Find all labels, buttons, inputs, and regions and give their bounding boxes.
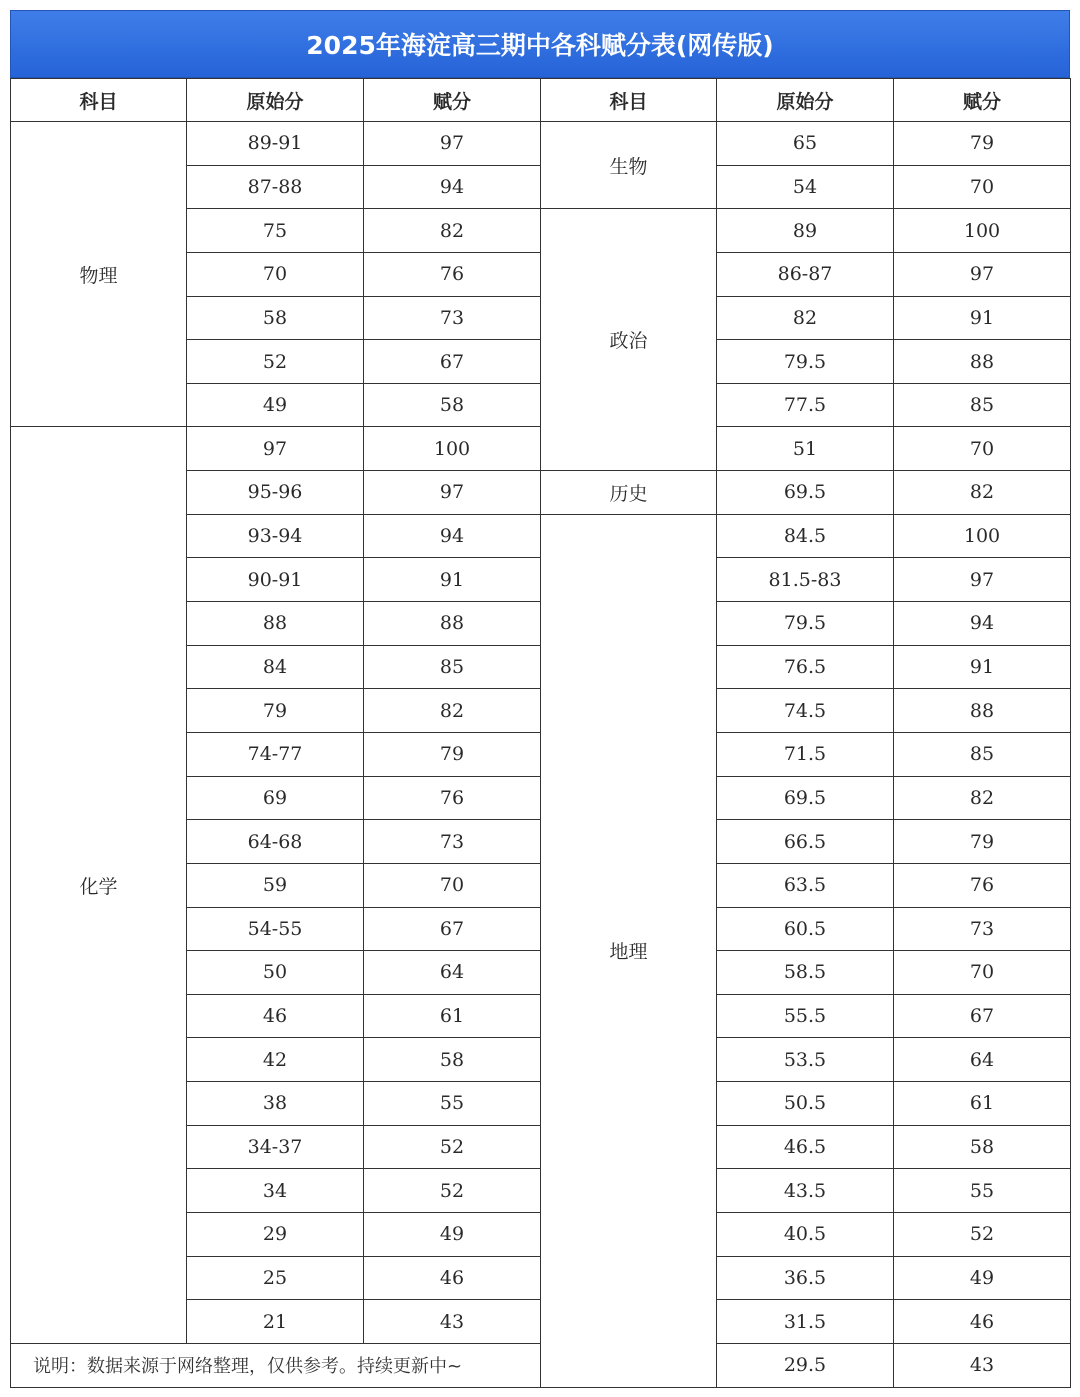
raw-score-cell: 93-94 [187,514,364,558]
assigned-score-cell: 100 [364,427,541,471]
raw-score-cell: 66.5 [717,820,894,864]
raw-score-cell: 76.5 [717,645,894,689]
raw-score-cell: 69.5 [717,471,894,515]
assigned-score-cell: 73 [364,296,541,340]
assigned-score-cell: 49 [894,1256,1071,1300]
subject-cell-chemistry: 化学 [11,427,187,1343]
raw-score-cell: 82 [717,296,894,340]
header-score-right: 赋分 [894,79,1071,122]
raw-score-cell: 55.5 [717,994,894,1038]
assigned-score-cell: 43 [894,1343,1071,1387]
assigned-score-cell: 76 [364,776,541,820]
assigned-score-cell: 55 [894,1169,1071,1213]
raw-score-cell: 34 [187,1169,364,1213]
assigned-score-cell: 82 [364,209,541,253]
raw-score-cell: 46.5 [717,1125,894,1169]
assigned-score-cell: 79 [894,820,1071,864]
raw-score-cell: 58.5 [717,951,894,995]
assigned-score-cell: 91 [364,558,541,602]
assigned-score-cell: 82 [364,689,541,733]
raw-score-cell: 36.5 [717,1256,894,1300]
raw-score-cell: 42 [187,1038,364,1082]
subject-cell-politics: 政治 [541,209,717,471]
assigned-score-cell: 76 [364,252,541,296]
header-subject-left: 科目 [11,79,187,122]
raw-score-cell: 81.5-83 [717,558,894,602]
raw-score-cell: 89-91 [187,122,364,166]
raw-score-cell: 70 [187,252,364,296]
note-text: 说明：数据来源于网络整理，仅供参考。持续更新中~ [11,1343,541,1387]
assigned-score-cell: 43 [364,1300,541,1344]
assigned-score-cell: 70 [894,165,1071,209]
assigned-score-cell: 85 [364,645,541,689]
assigned-score-cell: 97 [364,471,541,515]
raw-score-cell: 38 [187,1082,364,1126]
subject-cell-physics: 物理 [11,122,187,427]
raw-score-cell: 65 [717,122,894,166]
assigned-score-cell: 61 [364,994,541,1038]
raw-score-cell: 71.5 [717,732,894,776]
raw-score-cell: 74.5 [717,689,894,733]
assigned-score-cell: 82 [894,471,1071,515]
raw-score-cell: 79.5 [717,340,894,384]
assigned-score-cell: 67 [364,340,541,384]
assigned-score-cell: 79 [364,732,541,776]
assigned-score-cell: 49 [364,1213,541,1257]
header-raw-right: 原始分 [717,79,894,122]
assigned-score-cell: 88 [894,689,1071,733]
assigned-score-cell: 70 [894,951,1071,995]
assigned-score-cell: 94 [364,514,541,558]
assigned-score-cell: 64 [894,1038,1071,1082]
assigned-score-cell: 91 [894,645,1071,689]
raw-score-cell: 88 [187,602,364,646]
raw-score-cell: 25 [187,1256,364,1300]
raw-score-cell: 64-68 [187,820,364,864]
raw-score-cell: 49 [187,383,364,427]
assigned-score-cell: 76 [894,863,1071,907]
raw-score-cell: 63.5 [717,863,894,907]
assigned-score-cell: 67 [364,907,541,951]
assigned-score-cell: 82 [894,776,1071,820]
table-title: 2025年海淀高三期中各科赋分表(网传版) [10,10,1070,78]
assigned-score-cell: 94 [894,602,1071,646]
assigned-score-cell: 52 [894,1213,1071,1257]
assigned-score-cell: 85 [894,383,1071,427]
raw-score-cell: 69.5 [717,776,894,820]
subject-cell-biology: 生物 [541,122,717,209]
raw-score-cell: 97 [187,427,364,471]
raw-score-cell: 54 [717,165,894,209]
raw-score-cell: 21 [187,1300,364,1344]
assigned-score-cell: 100 [894,209,1071,253]
raw-score-cell: 43.5 [717,1169,894,1213]
header-row [11,79,1071,122]
raw-score-cell: 87-88 [187,165,364,209]
assigned-score-cell: 58 [364,1038,541,1082]
assigned-score-cell: 97 [894,558,1071,602]
assigned-score-cell: 94 [364,165,541,209]
raw-score-cell: 60.5 [717,907,894,951]
assigned-score-cell: 85 [894,732,1071,776]
raw-score-cell: 86-87 [717,252,894,296]
raw-score-cell: 75 [187,209,364,253]
assigned-score-cell: 88 [364,602,541,646]
assigned-score-cell: 58 [364,383,541,427]
assigned-score-cell: 64 [364,951,541,995]
assigned-score-cell: 46 [894,1300,1071,1344]
raw-score-cell: 29 [187,1213,364,1257]
assigned-score-cell: 58 [894,1125,1071,1169]
assigned-score-cell: 46 [364,1256,541,1300]
raw-score-cell: 31.5 [717,1300,894,1344]
assigned-score-cell: 91 [894,296,1071,340]
raw-score-cell: 77.5 [717,383,894,427]
assigned-score-cell: 67 [894,994,1071,1038]
raw-score-cell: 46 [187,994,364,1038]
header-raw-left: 原始分 [187,79,364,122]
assigned-score-cell: 52 [364,1169,541,1213]
raw-score-cell: 53.5 [717,1038,894,1082]
assigned-score-cell: 73 [364,820,541,864]
raw-score-cell: 58 [187,296,364,340]
raw-score-cell: 50.5 [717,1082,894,1126]
raw-score-cell: 52 [187,340,364,384]
raw-score-cell: 79 [187,689,364,733]
raw-score-cell: 79.5 [717,602,894,646]
assigned-score-cell: 88 [894,340,1071,384]
assigned-score-cell: 97 [894,252,1071,296]
assigned-score-cell: 79 [894,122,1071,166]
assigned-score-cell: 61 [894,1082,1071,1126]
table-row [11,122,1071,166]
header-subject-right: 科目 [541,79,717,122]
score-table [10,78,1071,1388]
header-score-left: 赋分 [364,79,541,122]
raw-score-cell: 89 [717,209,894,253]
raw-score-cell: 51 [717,427,894,471]
raw-score-cell: 84.5 [717,514,894,558]
raw-score-cell: 40.5 [717,1213,894,1257]
assigned-score-cell: 70 [894,427,1071,471]
assigned-score-cell: 73 [894,907,1071,951]
assigned-score-cell: 97 [364,122,541,166]
raw-score-cell: 74-77 [187,732,364,776]
assigned-score-cell: 55 [364,1082,541,1126]
raw-score-cell: 69 [187,776,364,820]
raw-score-cell: 50 [187,951,364,995]
raw-score-cell: 29.5 [717,1343,894,1387]
raw-score-cell: 95-96 [187,471,364,515]
raw-score-cell: 54-55 [187,907,364,951]
assigned-score-cell: 70 [364,863,541,907]
raw-score-cell: 59 [187,863,364,907]
raw-score-cell: 84 [187,645,364,689]
raw-score-cell: 34-37 [187,1125,364,1169]
subject-cell-history: 历史 [541,471,717,515]
assigned-score-cell: 100 [894,514,1071,558]
subject-cell-geography: 地理 [541,514,717,1387]
assigned-score-cell: 52 [364,1125,541,1169]
raw-score-cell: 90-91 [187,558,364,602]
score-table-body [11,79,1071,1388]
